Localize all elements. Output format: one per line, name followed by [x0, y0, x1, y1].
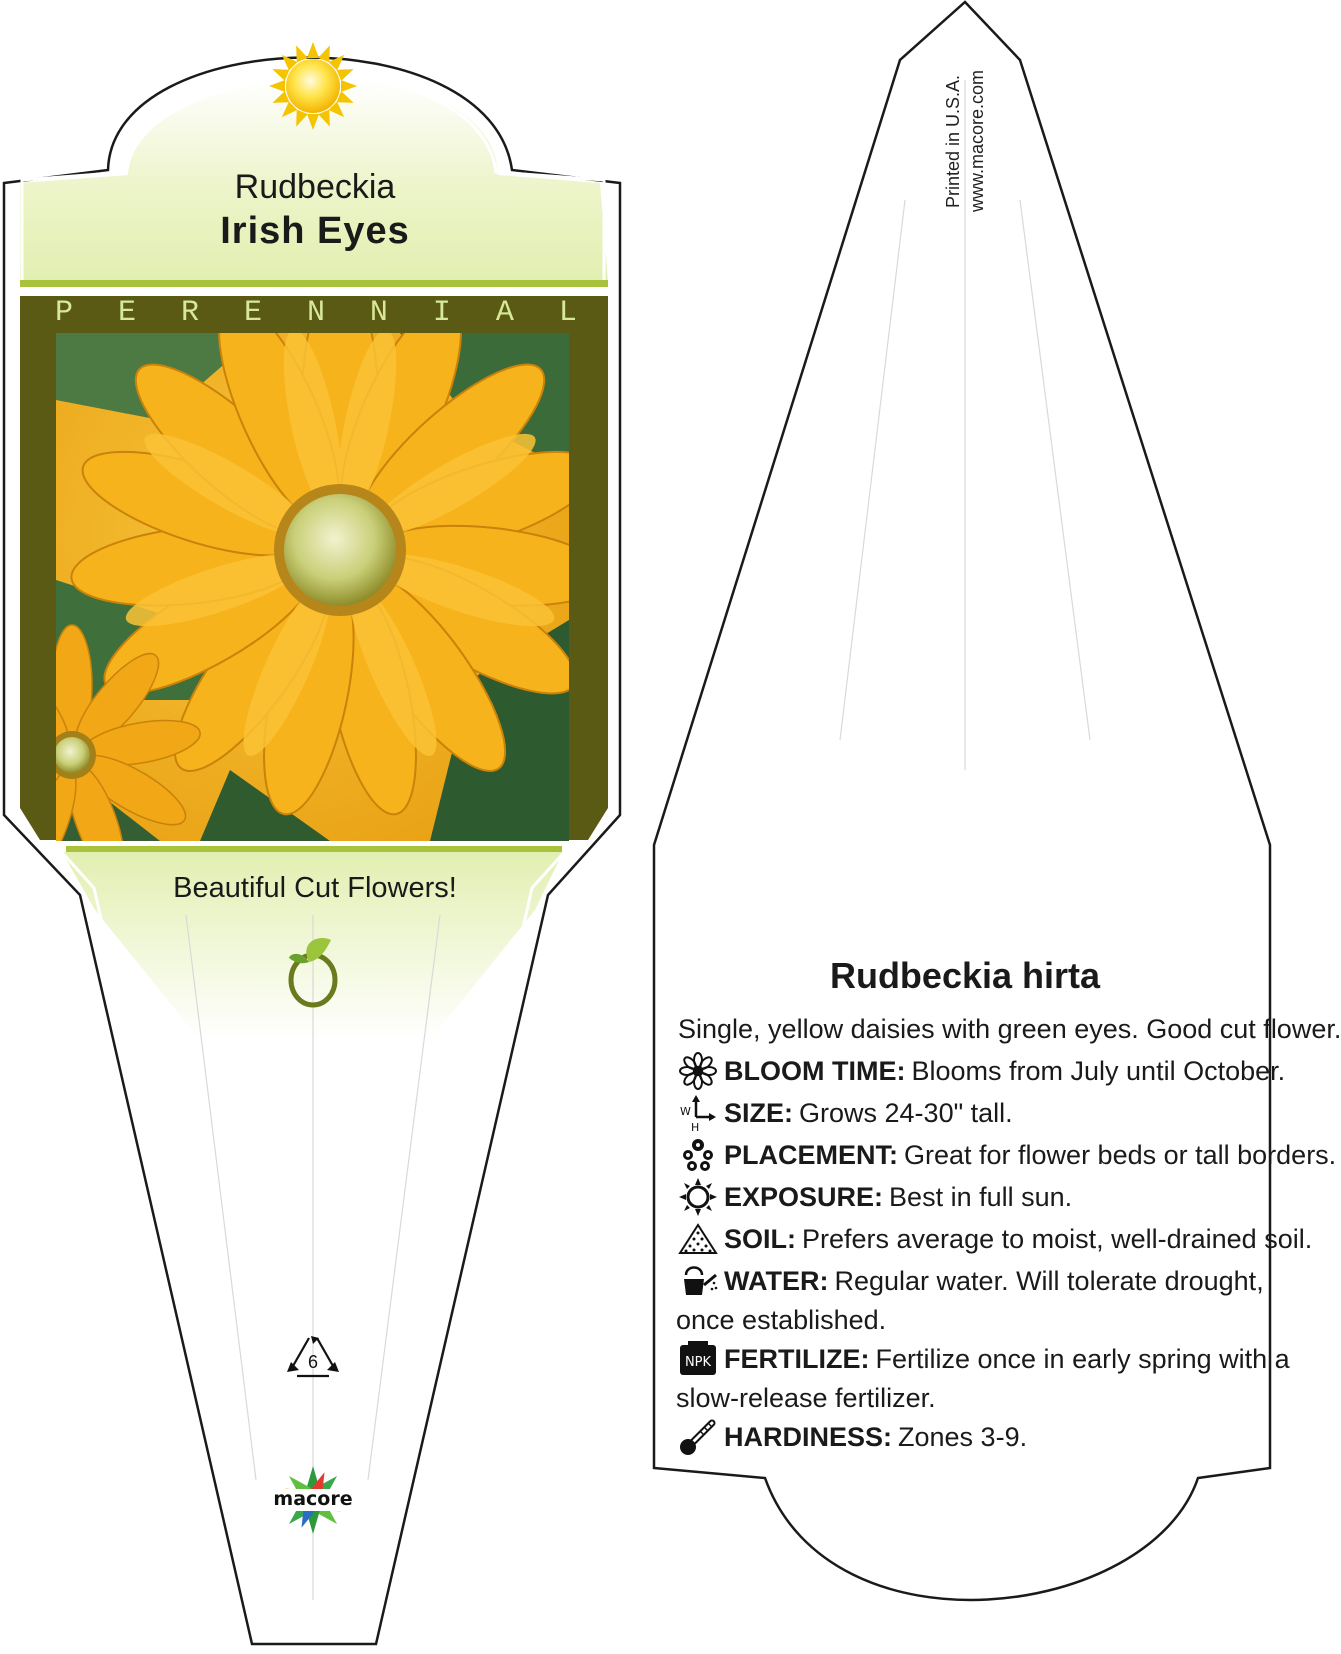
category-letter: L	[558, 296, 577, 330]
watering-can-icon	[678, 1261, 718, 1301]
hardiness-text: Zones 3-9.	[898, 1422, 1028, 1452]
soil-icon	[678, 1219, 718, 1259]
description	[678, 1008, 1341, 1050]
info-fertilize	[678, 1338, 1290, 1380]
fertilize-continuation: slow-release fertilizer.	[676, 1383, 936, 1413]
brand-name: macore	[273, 1488, 353, 1510]
category-letter: N	[306, 296, 325, 330]
placement-icon	[678, 1135, 718, 1175]
npk-label: NPK	[684, 1355, 712, 1370]
info-bloom-time	[678, 1050, 1286, 1092]
flower-icon	[678, 1051, 718, 1091]
info-exposure	[678, 1176, 1268, 1218]
category-label	[55, 296, 577, 330]
hardiness-label: HARDINESS:	[724, 1422, 893, 1452]
category-letter: E	[243, 296, 262, 330]
placement-text: Great for flower beds or tall borders.	[904, 1140, 1337, 1170]
fertilize-label: FERTILIZE:	[724, 1344, 870, 1374]
sun-icon	[678, 1177, 718, 1217]
soil-text: Prefers average to moist, well-drained soil.	[802, 1224, 1313, 1254]
website: www.macore.com	[967, 69, 987, 212]
water-text: Regular water. Will tolerate drought,	[834, 1266, 1264, 1296]
info-size	[678, 1092, 1268, 1134]
npk-icon	[678, 1339, 718, 1379]
size-icon-w: W	[680, 1105, 691, 1118]
sun-icon	[269, 42, 357, 130]
description-text: Single, yellow daisies with green eyes. Good cut flower.	[678, 1014, 1341, 1044]
bloom-time-label: BLOOM TIME:	[724, 1056, 906, 1086]
info-placement	[678, 1134, 1337, 1176]
bloom-time-text: Blooms from July until October.	[911, 1056, 1286, 1086]
water-label: WATER:	[724, 1266, 829, 1296]
category-letter: R	[180, 296, 199, 330]
botanical-name: Rudbeckia hirta	[829, 955, 1101, 996]
thermometer-icon	[678, 1417, 718, 1457]
size-text: Grows 24-30" tall.	[799, 1098, 1013, 1128]
category-letter: I	[432, 296, 451, 330]
info-water	[678, 1260, 1268, 1302]
info-soil	[678, 1218, 1313, 1260]
placement-label: PLACEMENT:	[724, 1140, 898, 1170]
genus-title: Rudbeckia	[234, 168, 396, 206]
category-letter: E	[117, 296, 136, 330]
printed-in: Printed in U.S.A.	[943, 74, 963, 208]
size-icon	[678, 1093, 718, 1133]
variety-title: Irish Eyes	[220, 210, 410, 252]
info-hardiness	[678, 1416, 1268, 1458]
water-continuation: once established.	[676, 1305, 887, 1335]
size-icon-h: H	[691, 1121, 700, 1134]
category-letter: A	[495, 296, 514, 330]
exposure-text: Best in full sun.	[889, 1182, 1073, 1212]
soil-label: SOIL:	[724, 1224, 796, 1254]
category-letter: P	[55, 296, 74, 330]
recycle-number: 6	[307, 1352, 318, 1372]
flower-photo	[0, 280, 612, 884]
category-letter: N	[369, 296, 388, 330]
exposure-label: EXPOSURE:	[724, 1182, 884, 1212]
tagline: Beautiful Cut Flowers!	[173, 872, 457, 904]
plant-info	[676, 1008, 1341, 1458]
fertilize-text: Fertilize once in early spring with a	[875, 1344, 1290, 1374]
size-label: SIZE:	[724, 1098, 794, 1128]
